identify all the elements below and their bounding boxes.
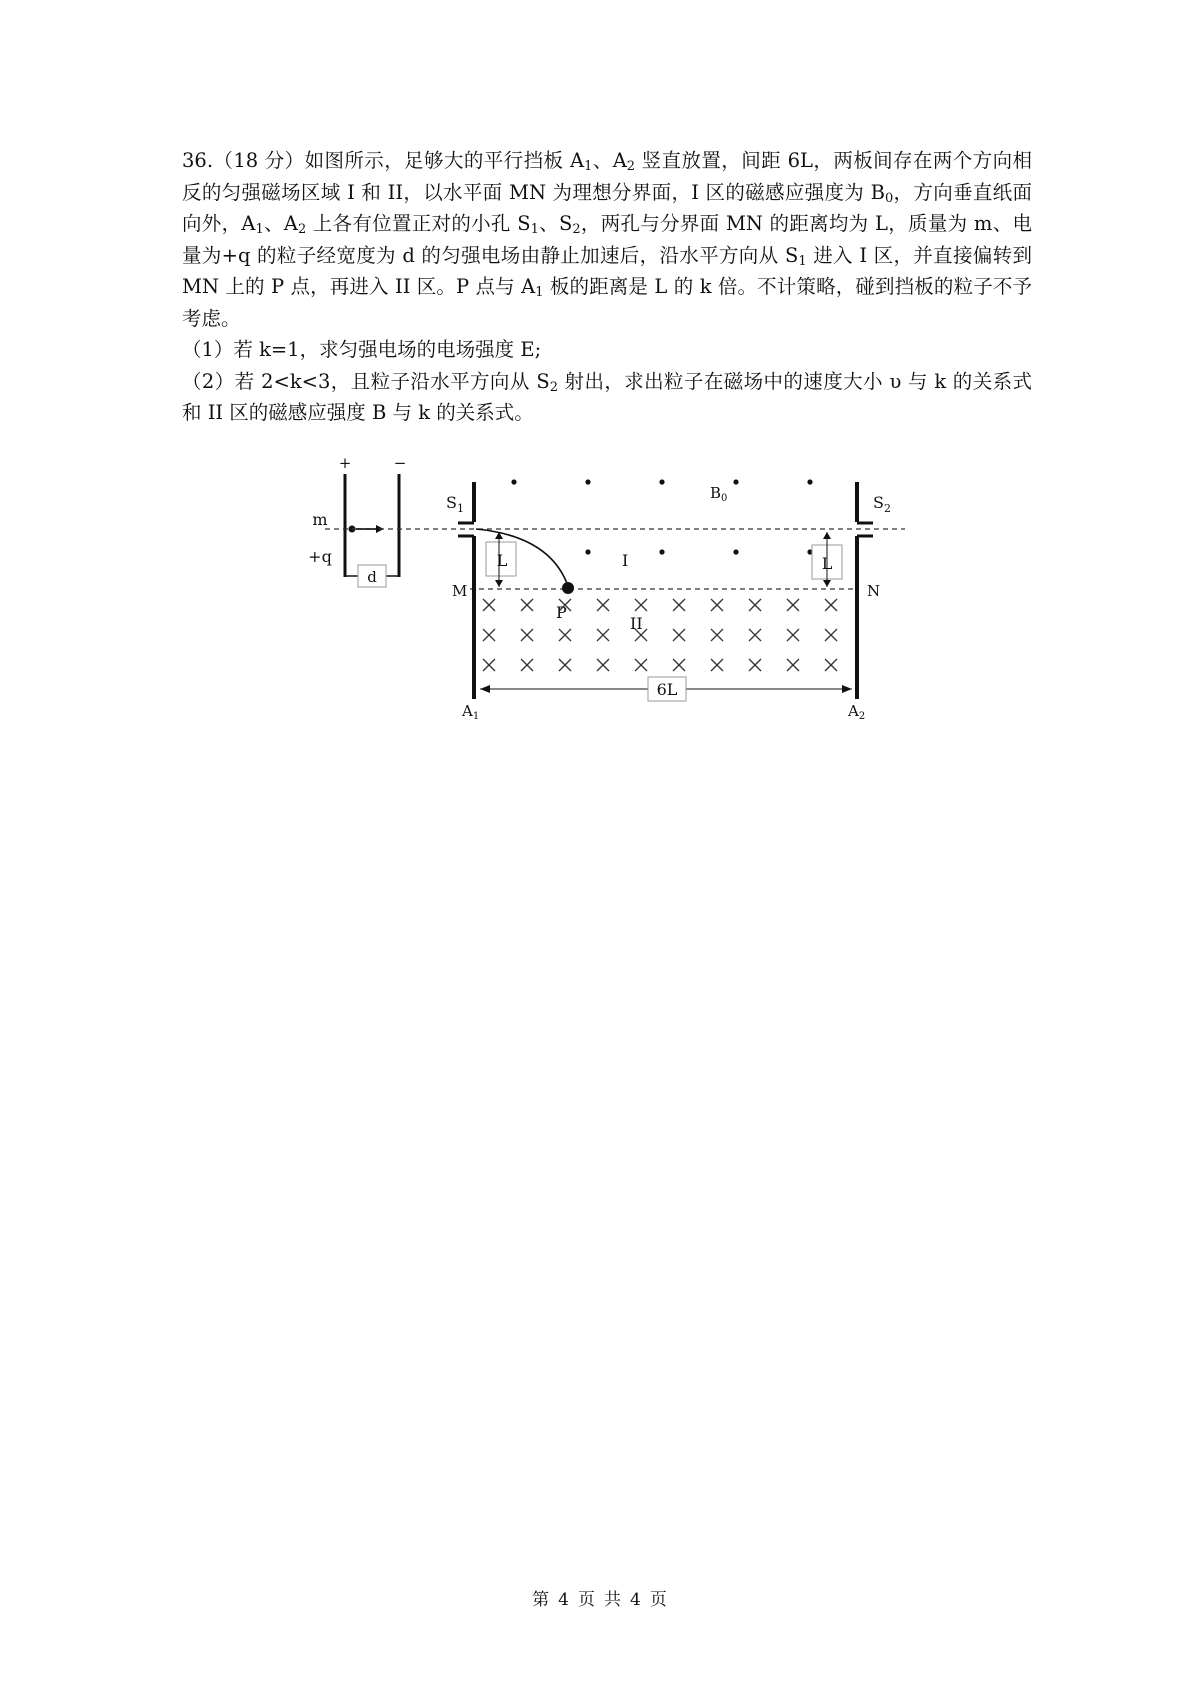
label-a2: $A_2$ (848, 702, 866, 722)
footer-page-number: 4 (558, 1590, 570, 1610)
label-n-boundary: N (867, 582, 881, 600)
subscript: 2 (626, 159, 636, 174)
intro-text: ，方向垂直纸面向外，A (182, 180, 1032, 235)
intro-text: 、S (538, 212, 573, 235)
problem-number: 36. (182, 149, 214, 172)
intro-text: 竖直放置，间距 6L，两板间存在两个方向相反的匀强磁场区域 I 和 II，以水平面 MN 为理想分界面，I 区的磁感应强度为 B (182, 149, 1032, 204)
label-p: P (556, 603, 567, 622)
capacitor (308, 454, 406, 587)
q2-text: （2）若 2<k<3，且粒子沿水平方向从 S (182, 369, 550, 393)
subscript: 1 (798, 253, 807, 269)
q2-text: 射出，求出粒子在磁场中的速度大小 υ 与 k 的关系式和 II 区的磁感应强度 B 与 k 的关系式。 (182, 369, 1032, 424)
field-in-crosses (483, 599, 837, 671)
footer-text: 页 (649, 1590, 668, 1610)
subscript: 1 (535, 285, 544, 300)
footer-text: 共 (604, 1590, 622, 1610)
question-2 (182, 366, 1032, 429)
label-region-i: I (622, 551, 629, 570)
label-a1: $A_1$ (462, 702, 480, 722)
intro-text: ，两孔与分界面 MN 的距离均为 L，质量为 m、电量为+q 的粒子经宽度为 d 的匀强电场由静止加速后，沿水平方向从 S (182, 212, 1032, 267)
label-region-ii: II (630, 614, 643, 633)
label-l-right: L (821, 554, 833, 573)
footer-text: 第 (532, 1590, 551, 1610)
label-s2: $S_2$ (873, 493, 891, 515)
subscript: 1 (584, 159, 593, 174)
label-s1: $S_1$ (446, 493, 464, 515)
footer-text: 页 (578, 1590, 596, 1610)
label-m: m (312, 510, 328, 529)
question-1: （1）若 k=1，求匀强电场的电场强度 E; (182, 338, 542, 361)
intro-text: 板的距离是 L 的 k 倍。不计策略，碰到挡板的粒子不予考虑。 (182, 275, 1032, 330)
dimension-6l (480, 677, 852, 701)
intro-text: 如图所示，足够大的平行挡板 A (304, 149, 585, 172)
subscript: 0 (884, 190, 894, 206)
intro-text: 、A (592, 149, 627, 172)
subscript: 2 (297, 222, 307, 237)
subscript: 1 (255, 222, 264, 237)
page-footer (0, 1585, 1200, 1610)
point-p-marker (562, 582, 574, 594)
field-out-dots (511, 479, 812, 554)
intro-text: 、A (263, 212, 298, 235)
label-m-boundary: M (452, 582, 468, 600)
label-d: d (367, 568, 377, 586)
problem-intro (182, 145, 1032, 334)
label-q: +q (308, 547, 332, 566)
label-l-left: L (496, 551, 508, 570)
label-plus: + (338, 454, 352, 472)
problem-36 (182, 145, 1032, 429)
dimension-l-left (486, 532, 516, 587)
intro-text: 进入 I 区，并直接偏转到 MN 上的 P 点，再进入 II 区。P 点与 A (182, 243, 1032, 298)
physics-diagram (300, 452, 920, 742)
label-6l: 6L (656, 680, 678, 699)
label-b0: $B_0$ (710, 484, 728, 504)
dimension-l-right (812, 532, 842, 587)
subscript: 2 (549, 379, 558, 395)
subscript: 1 (530, 222, 539, 237)
problem-score: （18 分） (213, 149, 305, 172)
subscript: 2 (572, 222, 581, 237)
intro-text: 上各有位置正对的小孔 S (306, 212, 531, 235)
label-minus: − (393, 454, 407, 472)
footer-total-pages: 4 (630, 1590, 642, 1610)
